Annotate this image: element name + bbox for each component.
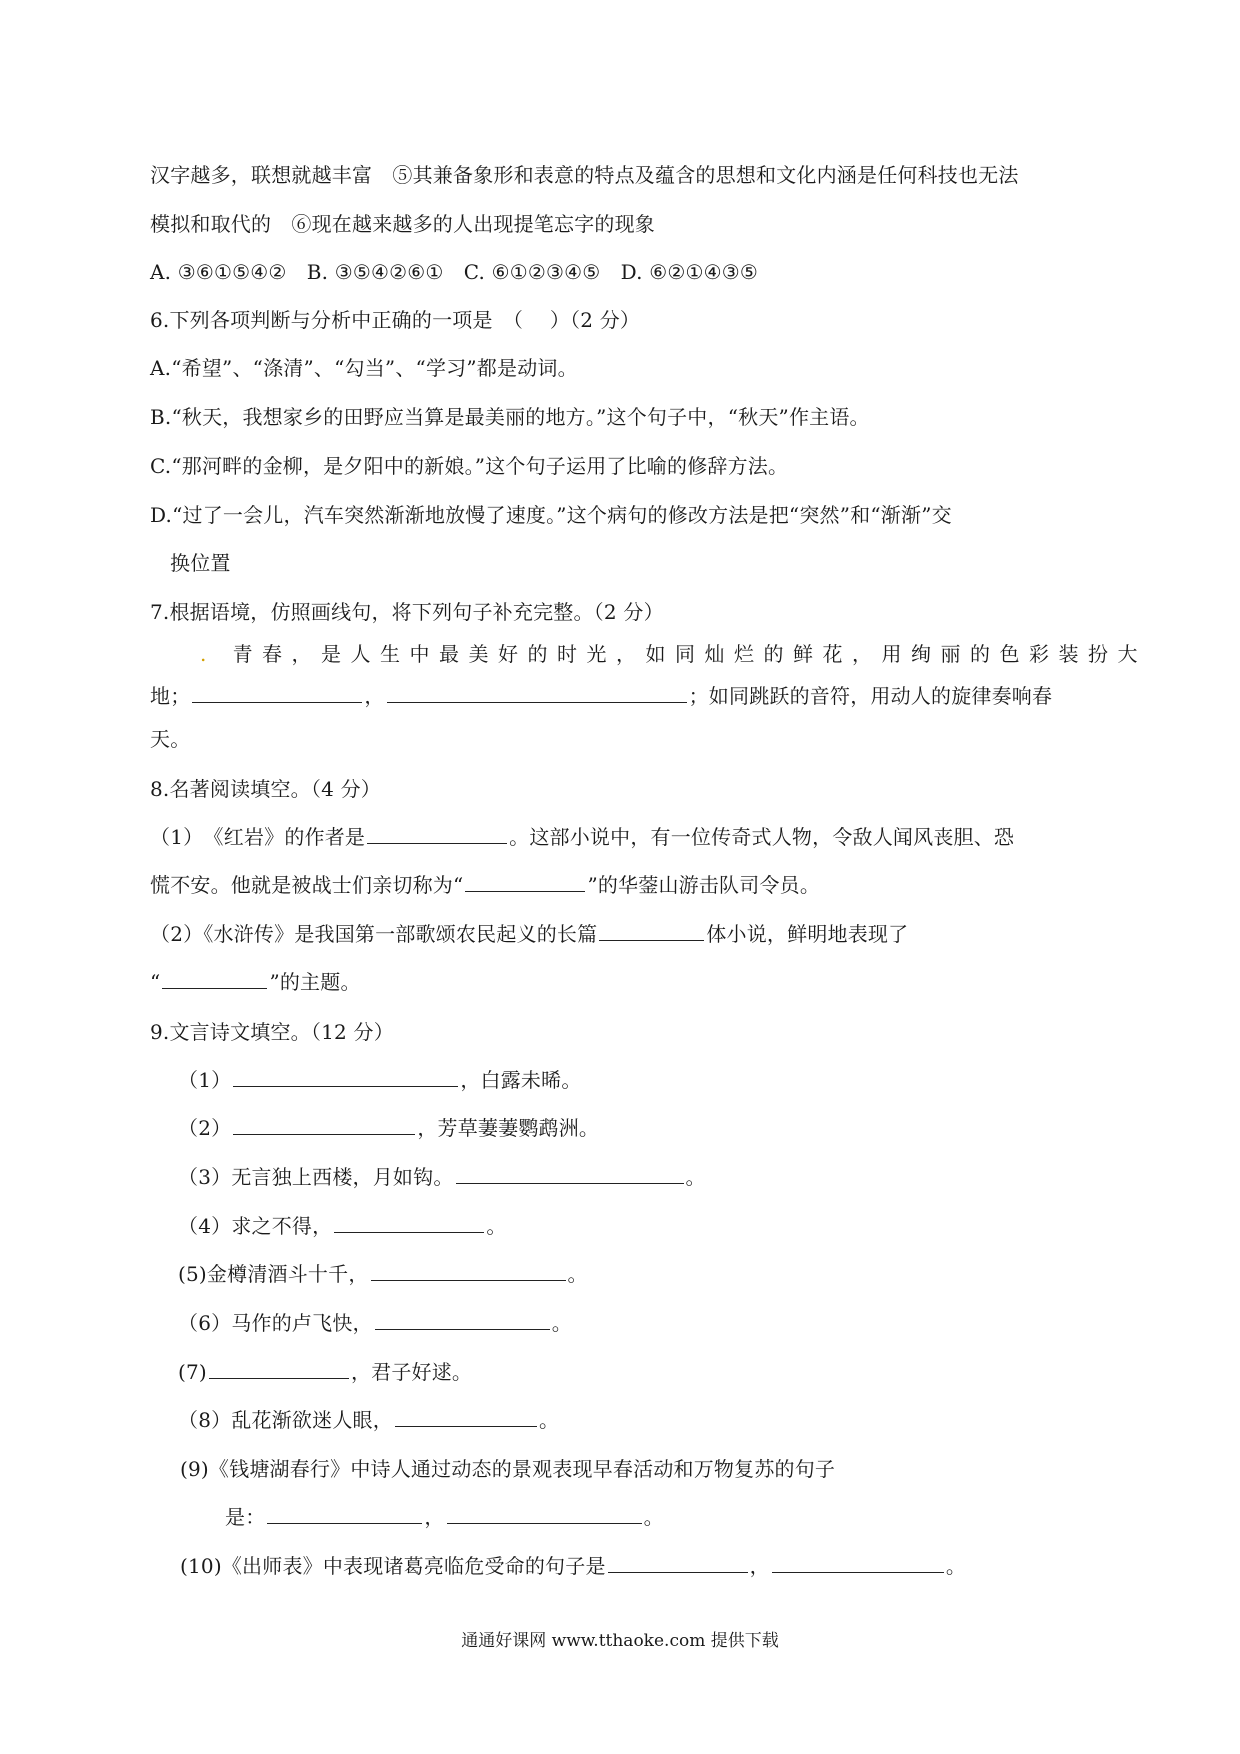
- q7-mark-dot: .: [200, 642, 207, 666]
- q9-blank-2[interactable]: [233, 1114, 415, 1135]
- q5-options: A. ③⑥①⑤④② B. ③⑤④②⑥① C. ⑥①②③④⑤ D. ⑥②①④③⑤: [150, 260, 759, 284]
- q9-item-9-line-2: [225, 1503, 664, 1531]
- q8-part-1-post: 。这部小说中，有一位传奇式人物，令敌人闻风丧胆、恐: [509, 825, 1015, 849]
- q7-line-2-pre: 地；: [150, 684, 191, 708]
- q9-blank-5[interactable]: [371, 1260, 566, 1281]
- q9-item-7-pre: (7): [178, 1360, 207, 1384]
- q9-item-9-post: 。: [643, 1505, 664, 1529]
- q8-part-2-line-2-pre: “: [150, 970, 161, 994]
- q9-item-5: [178, 1260, 588, 1288]
- q9-item-6-pre: （6）马作的卢飞快，: [178, 1311, 373, 1335]
- q9-blank-6[interactable]: [375, 1309, 550, 1330]
- q9-item-3-post: 。: [685, 1165, 706, 1189]
- q9-blank-1[interactable]: [233, 1066, 458, 1087]
- q9-item-9-pre: 是：: [225, 1505, 266, 1529]
- q9-item-6: [178, 1309, 572, 1337]
- q9-item-8: [178, 1406, 559, 1434]
- q8-part-1-line-2: [150, 871, 820, 899]
- q9-item-4-post: 。: [486, 1214, 507, 1238]
- q9-blank-10b[interactable]: [772, 1552, 944, 1573]
- q9-item-8-pre: （8）乱花渐欲迷人眼，: [178, 1408, 393, 1432]
- q6-option-a: A.“希望”、“涤清”、“勾当”、“学习”都是动词。: [150, 356, 578, 380]
- q9-item-2: [178, 1114, 599, 1142]
- q7-line-1: [200, 640, 1147, 668]
- q9-item-1: [178, 1066, 582, 1094]
- q9-blank-10a[interactable]: [608, 1552, 748, 1573]
- q5-line-1: 汉字越多，联想就越丰富 ⑤其兼备象形和表意的特点及蕴含的思想和文化内涵是任何科技也无法: [150, 163, 1019, 187]
- q9-item-10: [180, 1552, 966, 1580]
- q9-item-9-mid: ，: [424, 1505, 445, 1529]
- q7-blank-2[interactable]: [387, 682, 687, 703]
- q9-item-10-post: 。: [945, 1554, 967, 1578]
- q8-stem: 8.名著阅读填空。（4 分）: [150, 777, 381, 801]
- q9-item-3-pre: （3）无言独上西楼，月如钩。: [178, 1165, 454, 1189]
- q7-line-2-post: ；如同跳跃的音符，用动人的旋律奏响春: [688, 684, 1053, 708]
- q7-blank-1[interactable]: [192, 682, 362, 703]
- q9-item-4: [178, 1212, 507, 1240]
- q6-option-d-line-1: D.“过了一会儿，汽车突然渐渐地放慢了速度。”这个病句的修改方法是把“突然”和“渐渐”交: [150, 503, 952, 527]
- q6-option-c: C.“那河畔的金柳，是夕阳中的新娘。”这个句子运用了比喻的修辞方法。: [150, 454, 789, 478]
- q9-blank-9a[interactable]: [267, 1503, 422, 1524]
- q9-item-3: [178, 1163, 706, 1191]
- q9-item-7: [178, 1358, 472, 1386]
- q9-stem: 9.文言诗文填空。（12 分）: [150, 1020, 394, 1044]
- q6-option-b: B.“秋天，我想家乡的田野应当算是最美丽的地方。”这个句子中，“秋天”作主语。: [150, 405, 870, 429]
- q9-item-1-post: ，白露未晞。: [460, 1068, 582, 1092]
- q9-blank-4[interactable]: [334, 1212, 484, 1233]
- q9-item-4-pre: （4）求之不得，: [178, 1214, 333, 1238]
- q9-blank-9b[interactable]: [447, 1503, 642, 1524]
- q9-item-1-pre: （1）: [178, 1068, 232, 1092]
- q9-blank-8[interactable]: [395, 1406, 537, 1427]
- q8-part-1-line-1: [150, 823, 1014, 851]
- q8-part-1-pre: （1） 《红岩》的作者是: [150, 825, 366, 849]
- q6-stem: 6.下列各项判断与分析中正确的一项是 （ ）（2 分）: [150, 308, 641, 332]
- q7-line-1-text: 青春，是人生中最美好的时光，如同灿烂的鲜花，用绚丽的色彩装扮大: [232, 642, 1148, 666]
- q9-item-9-line-1: (9)《钱塘湖春行》中诗人通过动态的景观表现早春活动和万物复苏的句子: [180, 1457, 836, 1481]
- q8-nickname-blank[interactable]: [465, 871, 585, 892]
- q9-item-7-post: ，君子好逑。: [350, 1360, 473, 1384]
- page-footer: 通通好课网 www.tthaoke.com 提供下载: [461, 1631, 779, 1651]
- q9-blank-7[interactable]: [209, 1358, 349, 1379]
- q9-item-5-pre: (5)金樽清酒斗十千，: [178, 1262, 369, 1286]
- q8-genre-blank[interactable]: [599, 920, 704, 941]
- q8-part-1-line-2-pre: 慌不安。他就是被战士们亲切称为“: [150, 873, 464, 897]
- q7-line-2-mid: ，: [364, 684, 385, 708]
- q9-item-6-post: 。: [551, 1311, 572, 1335]
- q9-item-5-post: 。: [567, 1262, 588, 1286]
- q7-line-2: [150, 682, 1052, 710]
- q9-item-10-pre: (10)《出师表》中表现诸葛亮临危受命的句子是: [180, 1554, 606, 1578]
- q9-item-2-pre: （2）: [178, 1116, 232, 1140]
- q9-item-8-post: 。: [538, 1408, 560, 1432]
- q7-line-3: 天。: [150, 727, 191, 751]
- q8-author-blank[interactable]: [367, 823, 507, 844]
- q9-item-10-mid: ，: [749, 1554, 770, 1578]
- q6-option-d-line-2: 换位置: [170, 551, 231, 575]
- q8-part-2-line-1: [150, 920, 908, 948]
- q8-theme-blank[interactable]: [162, 968, 267, 989]
- q8-part-1-line-2-post: ”的华蓥山游击队司令员。: [587, 873, 821, 897]
- q8-part-2-post: 体小说，鲜明地表现了: [706, 922, 909, 946]
- q8-part-2-line-2: [150, 968, 361, 996]
- q7-stem: 7.根据语境，仿照画线句，将下列句子补充完整。（2 分）: [150, 600, 664, 624]
- q5-line-2: 模拟和取代的 ⑥现在越来越多的人出现提笔忘字的现象: [150, 212, 655, 236]
- q8-part-2-line-2-post: ”的主题。: [269, 970, 361, 994]
- q9-blank-3[interactable]: [456, 1163, 684, 1184]
- q8-part-2-pre: （2）《水浒传》是我国第一部歌颂农民起义的长篇: [150, 922, 598, 946]
- q9-item-2-post: ，芳草萋萋鹦鹉洲。: [417, 1116, 600, 1140]
